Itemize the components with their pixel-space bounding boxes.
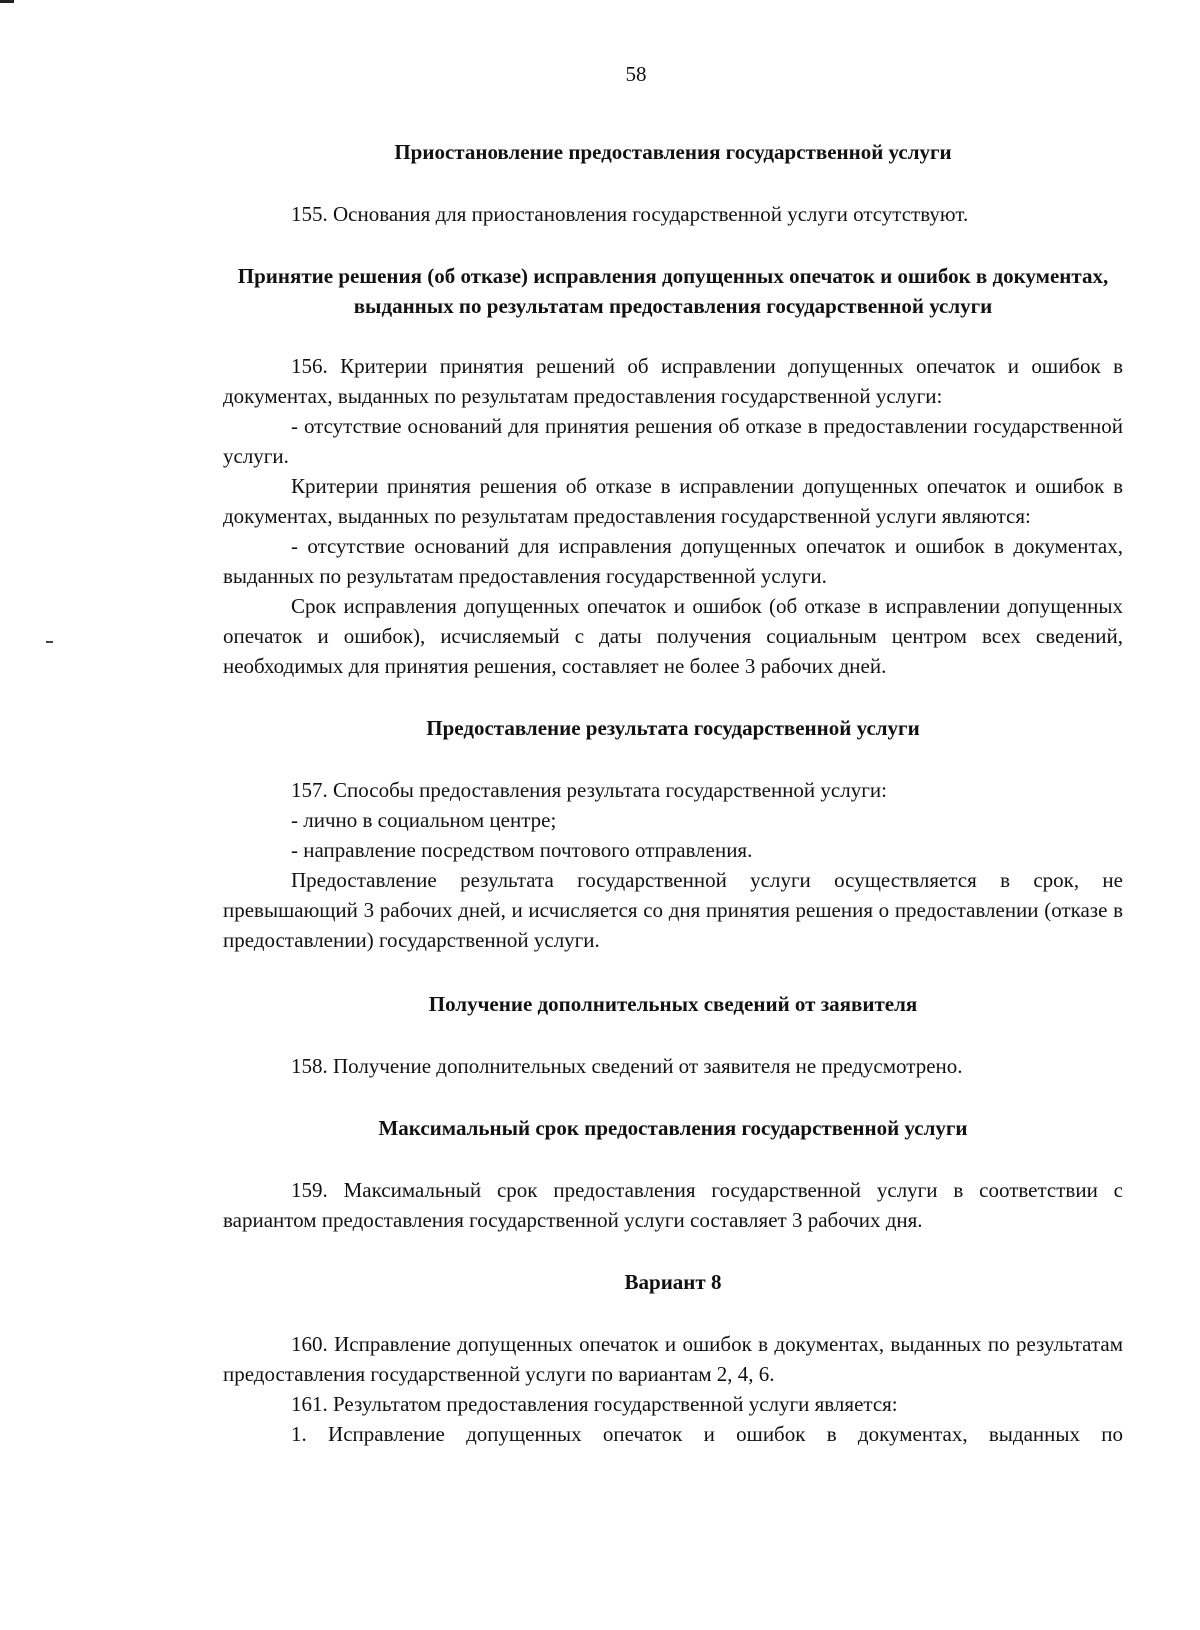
paragraph-158: 158. Получение дополнительных сведений от заявителя не предусмотрено. xyxy=(291,1054,963,1078)
paragraph-156-correction-term: Срок исправления допущенных опечаток и ошибок (об отказе в исправлении допущенных опечаток и ошибок), исчисляемый с даты получения социальным центром всех сведений, необходимых для принятия решения, составляет не более 3 рабочих дней. xyxy=(223,594,1123,678)
section-heading-corrections-decision: Принятие решения (об отказе) исправления допущенных опечаток и ошибок в документах, выданных по результатам предоставления государственной услуги xyxy=(237,264,1109,318)
paragraph-156-refusal-criteria: Критерии принятия решения об отказе в исправлении допущенных опечаток и ошибок в документах, выданных по результатам предоставления государственной услуги являются: xyxy=(223,474,1123,528)
paragraph-157-term: Предоставление результата государственной услуги осуществляется в срок, не превышающий 3 рабочих дней, и исчисляется со дня принятия решения о предоставлении (отказе в предоставлении) государственной услуги. xyxy=(223,868,1123,952)
section-heading-result-delivery: Предоставление результата государственной услуги xyxy=(426,716,920,740)
paragraph-161: 161. Результатом предоставления государственной услуги является: xyxy=(291,1392,898,1416)
paragraph-157-option-2: - направление посредством почтового отправления. xyxy=(291,838,753,862)
paragraph-157: 157. Способы предоставления результата государственной услуги: xyxy=(291,778,887,802)
paragraph-156: 156. Критерии принятия решений об исправлении допущенных опечаток и ошибок в документах, выданных по результатам предоставления государственной услуги: xyxy=(223,354,1123,408)
section-heading-additional-info: Получение дополнительных сведений от заявителя xyxy=(428,992,918,1016)
paragraph-156-criterion-1: - отсутствие оснований для принятия решения об отказе в предоставлении государственной услуги. xyxy=(223,414,1123,468)
scan-corner-mark xyxy=(0,0,14,3)
section-heading-suspension: Приостановление предоставления государственной услуги xyxy=(394,140,952,164)
paragraph-155: 155. Основания для приостановления государственной услуги отсутствуют. xyxy=(291,202,969,226)
section-heading-max-term: Максимальный срок предоставления государственной услуги xyxy=(378,1116,968,1140)
paragraph-159: 159. Максимальный срок предоставления государственной услуги в соответствии с вариантом предоставления государственной услуги составляет 3 рабочих дня. xyxy=(223,1178,1123,1232)
scan-margin-mark xyxy=(46,641,53,643)
document-body xyxy=(223,137,1123,1449)
paragraph-160: 160. Исправление допущенных опечаток и ошибок в документах, выданных по результатам предоставления государственной услуги по вариантам 2, 4, 6. xyxy=(223,1332,1123,1386)
paragraph-156-criterion-2: - отсутствие оснований для исправления допущенных опечаток и ошибок в документах, выданных по результатам предоставления государственной услуги. xyxy=(223,534,1123,588)
section-heading-variant-8: Вариант 8 xyxy=(624,1270,722,1294)
paragraph-161-item-1: 1. Исправление допущенных опечаток и ошибок в документах, выданных по xyxy=(291,1422,1123,1446)
paragraph-157-option-1: - лично в социальном центре; xyxy=(291,808,557,832)
page-number: 58 xyxy=(625,62,647,86)
